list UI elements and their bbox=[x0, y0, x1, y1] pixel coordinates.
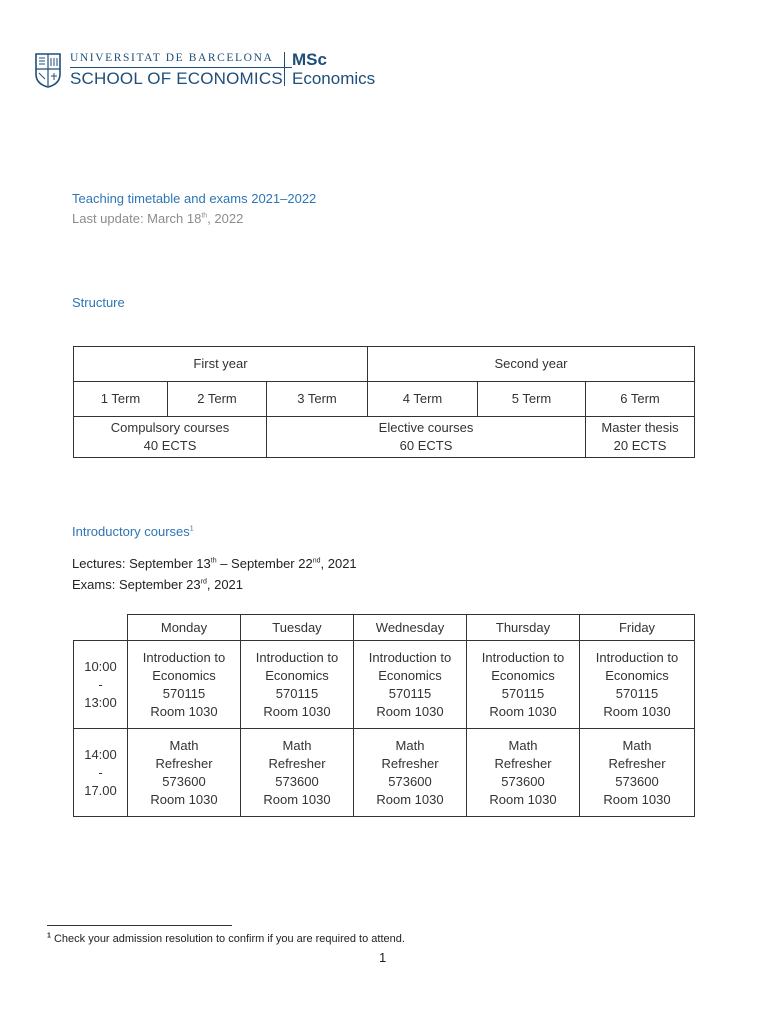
first-year-cell: First year bbox=[74, 347, 368, 382]
structure-heading: Structure bbox=[72, 295, 125, 310]
term-cell: 6 Term bbox=[586, 382, 695, 417]
program-logo bbox=[292, 50, 375, 88]
timetable-table bbox=[73, 614, 695, 817]
day-header: Friday bbox=[580, 615, 695, 641]
second-year-cell: Second year bbox=[368, 347, 695, 382]
term-cell: 3 Term bbox=[267, 382, 368, 417]
university-crest-icon bbox=[34, 52, 62, 88]
day-header: Wednesday bbox=[354, 615, 467, 641]
day-header: Thursday bbox=[467, 615, 580, 641]
course-cell: Introduction to Economics 570115 Room 1030 bbox=[467, 641, 580, 729]
introductory-heading: Introductory courses$^1$ bbox=[72, 524, 194, 539]
exams-date: Exams: September 23rd, 2021 bbox=[72, 577, 244, 592]
footnote-rule bbox=[47, 925, 232, 926]
course-cell: Math Refresher 573600 Room 1030 bbox=[128, 729, 241, 817]
elective-courses-cell: Elective courses 60 ECTS bbox=[267, 417, 586, 458]
course-cell: Math Refresher 573600 Room 1030 bbox=[467, 729, 580, 817]
master-thesis-cell: Master thesis 20 ECTS bbox=[586, 417, 695, 458]
course-cell: Math Refresher 573600 Room 1030 bbox=[241, 729, 354, 817]
corner-cell bbox=[74, 615, 128, 641]
compulsory-courses-cell: Compulsory courses 40 ECTS bbox=[74, 417, 267, 458]
document-title: Teaching timetable and exams 2021–2022 bbox=[72, 191, 317, 206]
term-cell: 1 Term bbox=[74, 382, 168, 417]
logo-rule bbox=[70, 67, 292, 68]
course-cell: Introduction to Economics 570115 Room 1030 bbox=[354, 641, 467, 729]
time-slot-cell: 10:00 - 13:00 bbox=[74, 641, 128, 729]
footnote: $^1$ Check your admission resolution to confirm if you are required to attend. bbox=[47, 932, 405, 945]
last-update: Last update: March 18th, 2022 bbox=[72, 211, 244, 226]
term-cell: 2 Term bbox=[168, 382, 267, 417]
lectures-dates: Lectures: September 13th – September 22nd, 2021 bbox=[72, 556, 357, 571]
day-header: Tuesday bbox=[241, 615, 354, 641]
term-cell: 4 Term bbox=[368, 382, 478, 417]
course-cell: Introduction to Economics 570115 Room 1030 bbox=[580, 641, 695, 729]
university-name: UNIVERSITAT DE BARCELONA bbox=[70, 52, 274, 64]
school-name: SCHOOL OF ECONOMICS bbox=[70, 69, 283, 88]
program-title: MSc bbox=[292, 50, 327, 69]
program-structure-table bbox=[73, 346, 695, 458]
logo-divider bbox=[284, 52, 285, 86]
time-slot-cell: 14:00 - 17.00 bbox=[74, 729, 128, 817]
university-logo bbox=[34, 52, 292, 88]
course-cell: Introduction to Economics 570115 Room 1030 bbox=[128, 641, 241, 729]
day-header: Monday bbox=[128, 615, 241, 641]
term-cell: 5 Term bbox=[478, 382, 586, 417]
program-subtitle: Economics bbox=[292, 69, 376, 88]
course-cell: Math Refresher 573600 Room 1030 bbox=[354, 729, 467, 817]
course-cell: Math Refresher 573600 Room 1030 bbox=[580, 729, 695, 817]
page-number: 1 bbox=[379, 950, 387, 965]
course-cell: Introduction to Economics 570115 Room 1030 bbox=[241, 641, 354, 729]
